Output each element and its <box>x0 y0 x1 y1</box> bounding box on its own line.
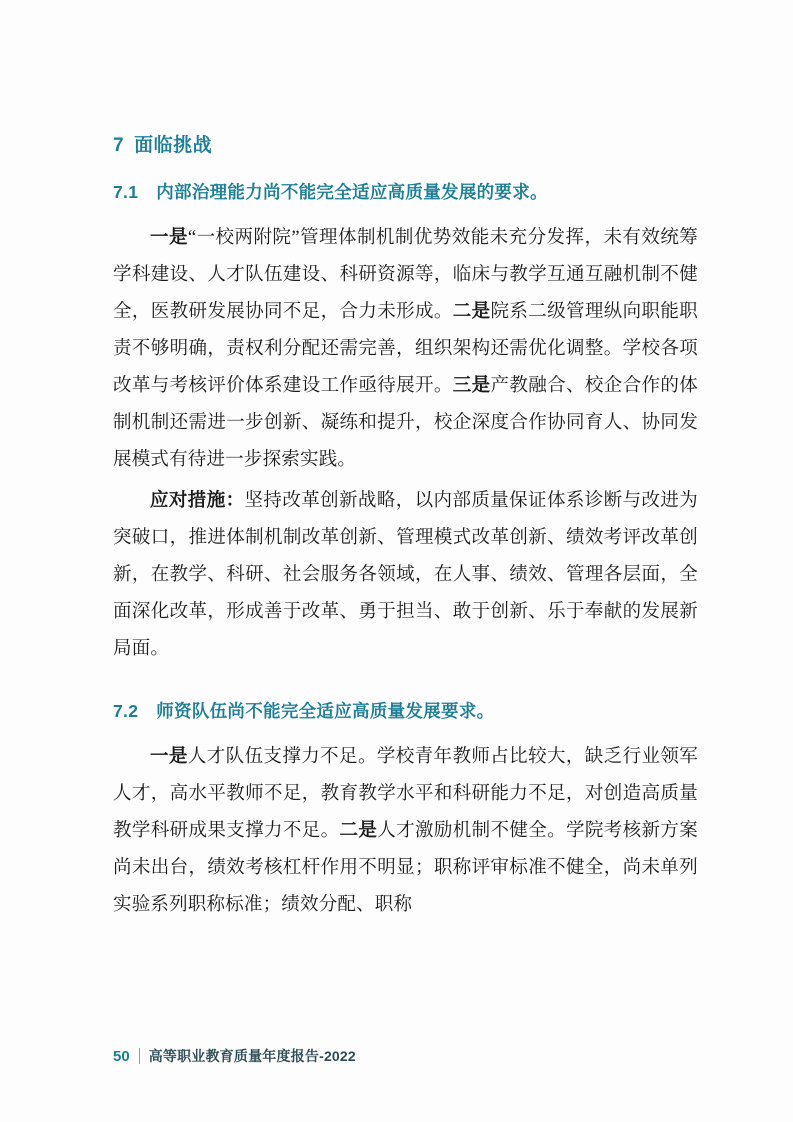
paragraph-1-lead-2: 二是 <box>452 302 491 322</box>
paragraph-1 <box>113 220 698 479</box>
section-number: 7 <box>113 135 125 156</box>
subsection-heading-7-1 <box>113 179 698 204</box>
paragraph-3-text-2: 人才激励机制不健全。学院考核新方案尚未出台，绩效考核杠杆作用不明显；职称评审标准不健全，尚未单列实验系列职称标准；绩效分配、职称 <box>113 821 698 915</box>
subsection-title: 师资队伍尚不能完全适应高质量发展要求。 <box>156 701 495 721</box>
subsection-number: 7.2 <box>113 701 139 721</box>
paragraph-1-text-1: “一校两附院”管理体制机制优势效能未充分发挥，未有效统筹学科建设、人才队伍建设、科研资源等，临床与教学互通互融机制不健全，医教研发展协同不足，合力未形成。 <box>113 228 698 322</box>
paragraph-1-text-2: 院系二级管理纵向职能职责不够明确，责权利分配还需完善，组织架构还需优化调整。学校各项改革与考核评价体系建设工作亟待展开。 <box>113 302 699 396</box>
footer-divider <box>139 1048 140 1064</box>
paragraph-3-text-1: 人才队伍支撑力不足。学校青年教师占比较大，缺乏行业领军人才，高水平教师不足，教育教学水平和科研能力不足，对创造高质量教学科研成果支撑力不足。 <box>113 747 698 841</box>
footer-title: 高等职业教育质量年度报告-2022 <box>148 1048 356 1064</box>
paragraph-1-text-3: 产教融合、校企合作的体制机制还需进一步创新、凝练和提升，校企深度合作协同育人、协同发展模式有待进一步探索实践。 <box>113 376 699 470</box>
paragraph-1-lead-3: 三是 <box>452 376 491 396</box>
section-title: 面临挑战 <box>134 135 213 156</box>
section-heading <box>113 130 698 157</box>
paragraph-2-lead: 应对措施： <box>150 491 245 511</box>
paragraph-3-lead-1: 一是 <box>150 747 188 767</box>
paragraph-3-lead-2: 二是 <box>339 821 378 841</box>
subsection-heading-7-2 <box>113 698 698 723</box>
paragraph-2 <box>113 483 698 668</box>
subsection-title: 内部治理能力尚不能完全适应高质量发展的要求。 <box>156 182 548 202</box>
paragraph-3 <box>113 739 698 924</box>
page-number: 50 <box>113 1047 130 1065</box>
subsection-number: 7.1 <box>113 182 139 202</box>
page-footer <box>113 1046 356 1066</box>
paragraph-1-lead-1: 一是 <box>150 228 188 248</box>
paragraph-2-text: 坚持改革创新战略，以内部质量保证体系诊断与改进为突破口，推进体制机制改革创新、管理模式改革创新、绩效考评改革创新，在教学、科研、社会服务各领域，在人事、绩效、管理各层面，全面深化改革，形成善于改革、勇于担当、敢于创新、乐于奉献的发展新局面。 <box>113 491 698 659</box>
